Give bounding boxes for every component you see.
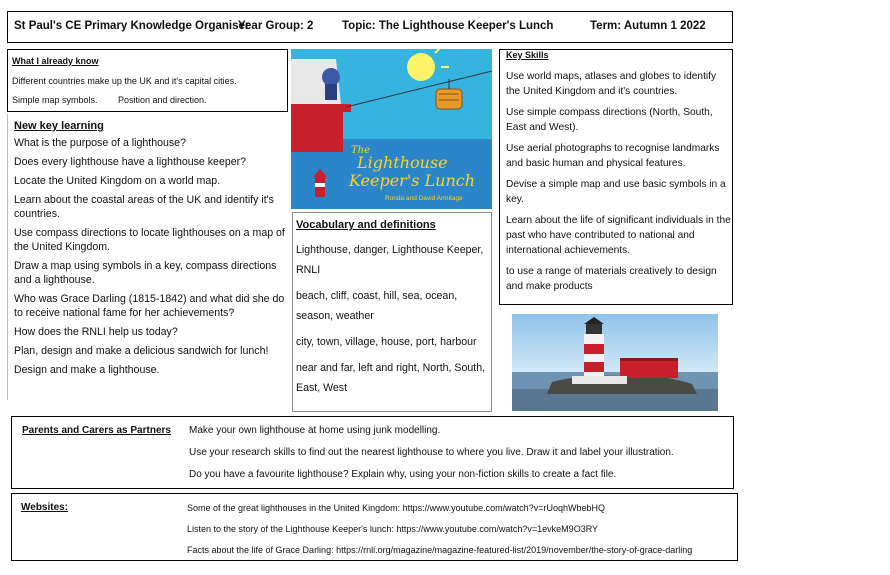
key-skills-box	[499, 49, 733, 305]
learning-item: Draw a map using symbols in a key, compass directions and a lighthouse.	[14, 260, 277, 286]
book-cover	[291, 49, 492, 209]
skill-item: Use simple compass directions (North, South, East and West).	[506, 107, 713, 133]
websites-heading: Websites:	[21, 502, 69, 513]
key-skills-heading: Key Skills	[506, 50, 549, 60]
parents-item: Make your own lighthouse at home using junk modelling.	[189, 425, 441, 436]
learning-item: Who was Grace Darling (1815-1842) and what did she do to receive national fame for her achievements?	[14, 293, 285, 319]
skill-item: Use world maps, atlases and globes to identify the United Kingdom and it's countries.	[506, 71, 717, 97]
new-learning-box	[7, 114, 290, 400]
cover-title-line3: Keeper's Lunch	[349, 171, 476, 190]
skill-item: Use aerial photographs to recognise landmarks and basic human and physical features.	[506, 143, 720, 169]
header-bar	[7, 11, 733, 43]
already-know-box	[7, 49, 288, 112]
term: Term: Autumn 1 2022	[590, 20, 706, 32]
cover-authors: Ronda and David Armitage	[385, 195, 463, 202]
new-learning-heading: New key learning	[14, 120, 104, 132]
already-know-line1: Different countries make up the UK and it's capital cities.	[12, 76, 237, 86]
learning-item: Does every lighthouse have a lighthouse keeper?	[14, 156, 247, 168]
already-know-heading: What I already know	[12, 56, 99, 66]
vocab-item: Lighthouse, danger, Lighthouse Keeper, RNLI	[296, 244, 484, 276]
school-title: St Paul's CE Primary Knowledge Organiser	[14, 20, 250, 32]
skill-item: to use a range of materials creatively to design and make products	[506, 266, 717, 292]
website-link[interactable]: Facts about the life of Grace Darling: https://rnli.org/magazine/magazine-featured-list/2019/november/the-story-of-grace-darling	[187, 545, 693, 555]
parents-item: Do you have a favourite lighthouse? Explain why, using your non-fiction skills to create a fact file.	[189, 469, 617, 480]
website-link[interactable]: Listen to the story of the Lighthouse Keeper's lunch: https://www.youtube.com/watch?v=1evkeM9O3RY	[187, 524, 599, 534]
learning-item: Learn about the coastal areas of the UK and identify it's countries.	[14, 194, 274, 220]
learning-item: How does the RNLI help us today?	[14, 326, 178, 338]
vocabulary-heading: Vocabulary and definitions	[296, 219, 436, 231]
vocabulary-box	[292, 212, 492, 412]
already-know-line2a: Simple map symbols.	[12, 95, 98, 105]
vocab-item: city, town, village, house, port, harbour	[296, 336, 477, 348]
learning-item: Locate the United Kingdom on a world map.	[14, 175, 221, 187]
learning-item: Design and make a lighthouse.	[14, 364, 160, 376]
cover-title-line2: Lighthouse	[357, 153, 448, 172]
vocab-item: beach, cliff, coast, hill, sea, ocean, season, weather	[296, 290, 458, 322]
learning-item: Plan, design and make a delicious sandwich for lunch!	[14, 345, 269, 357]
learning-item: Use compass directions to locate lighthouses on a map of the United Kingdom.	[14, 227, 285, 253]
already-know-line2b: Position and direction.	[118, 95, 207, 105]
skill-item: Learn about the life of significant individuals in the past who have contributed to national and international achievements.	[506, 215, 731, 256]
parents-item: Use your research skills to find out the nearest lighthouse to where you live. Draw it and label your illustration.	[189, 447, 674, 458]
parents-heading: Parents and Carers as Partners	[22, 425, 171, 436]
parents-box	[11, 416, 734, 489]
vocab-item: near and far, left and right, North, South, East, West	[296, 362, 486, 394]
year-group: Year Group: 2	[238, 20, 314, 32]
lighthouse-photo	[512, 314, 718, 411]
websites-box	[11, 493, 738, 561]
topic: Topic: The Lighthouse Keeper's Lunch	[342, 20, 554, 32]
skill-item: Devise a simple map and use basic symbols in a key.	[506, 179, 726, 205]
learning-item: What is the purpose of a lighthouse?	[14, 137, 186, 149]
cover-title-line1: The	[351, 145, 371, 156]
website-link[interactable]: Some of the great lighthouses in the United Kingdom: https://www.youtube.com/watch?v=rUoqhWbebHQ	[187, 503, 605, 513]
